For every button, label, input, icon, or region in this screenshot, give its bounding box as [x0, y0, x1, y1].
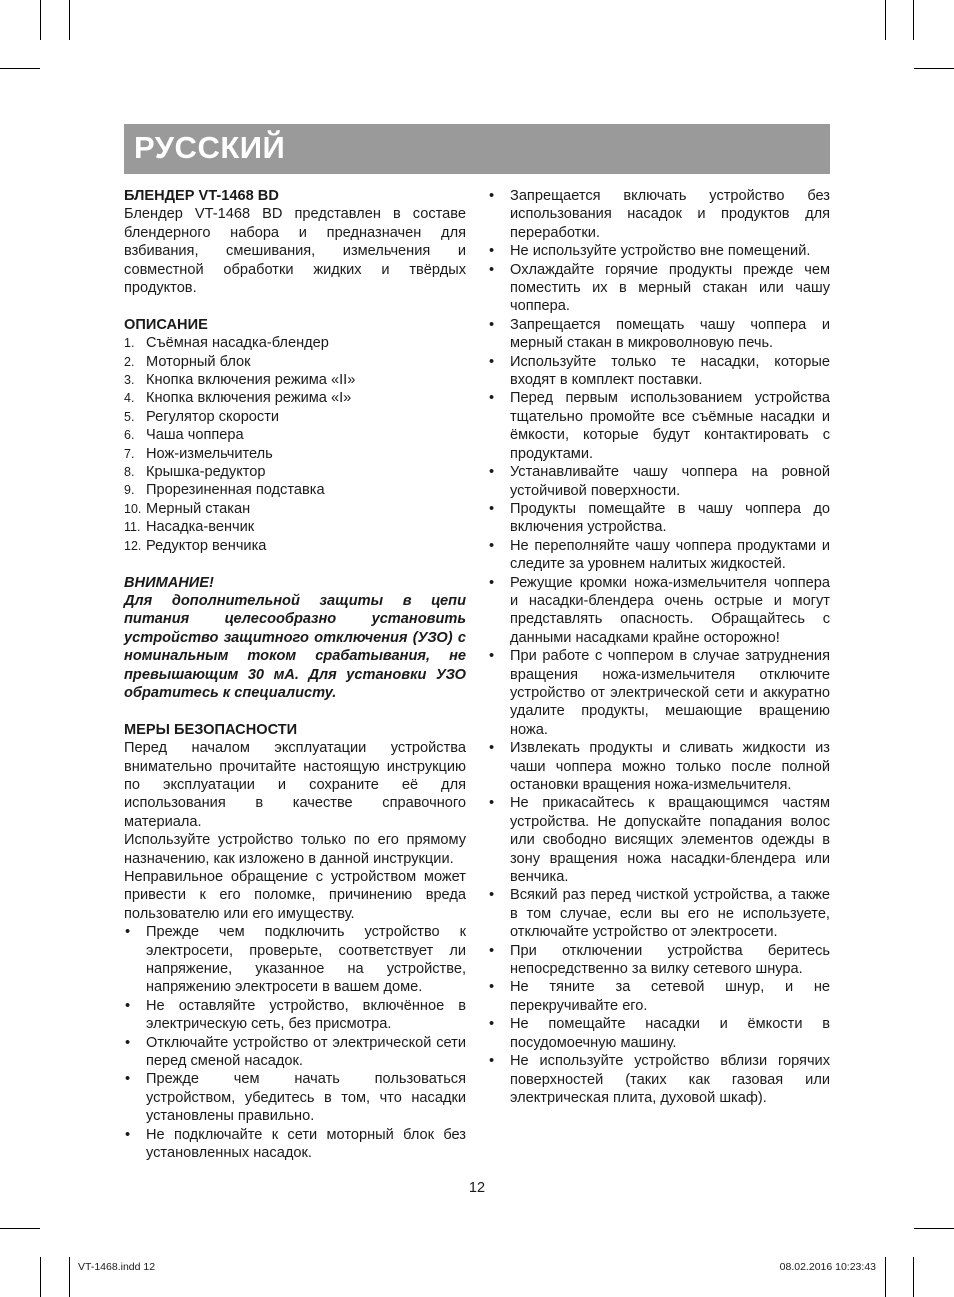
parts-list-label: Мерный стакан — [146, 500, 251, 517]
safety-bullets-right — [488, 187, 830, 1107]
safety-bullet-item: • Прежде чем начать пользоваться устройством, убедитесь в том, что насадки установлены правильно. — [124, 1070, 466, 1125]
parts-list-item — [124, 334, 466, 352]
safety-bullet-item: • Не тяните за сетевой шнур, и не перекручивайте его. — [488, 978, 830, 1015]
crop-mark — [885, 1257, 886, 1297]
safety-bullet-item: • При отключении устройства беритесь непосредственно за вилку сетевого шнура. — [488, 942, 830, 979]
intro-text: Блендер VT-1468 BD представлен в составе блендерного набора и предназначен для взбивания, смешивания, измельчения и совместной обработки жидких и твёрдых продуктов. — [124, 206, 466, 297]
parts-list-label: Прорезиненная подставка — [146, 482, 325, 499]
language-header-bar — [124, 124, 830, 174]
crop-mark — [40, 0, 41, 40]
crop-mark — [40, 1257, 41, 1297]
safety-paragraph: Используйте устройство только по его прямому назначению, как изложено в данной инструкции. — [124, 832, 466, 867]
parts-list-number: 1. — [124, 336, 135, 351]
crop-mark — [914, 1228, 954, 1229]
parts-list-number: 5. — [124, 409, 135, 424]
safety-bullet-item: • Не используйте устройство вне помещений. — [488, 242, 830, 260]
safety-bullet-item: • Не используйте устройство вблизи горячих поверхностей (таких как газовая или электрическая плита, духовой шкаф). — [488, 1052, 830, 1107]
safety-bullet-item: • Прежде чем подключить устройство к электросети, проверьте, соответствует ли напряжение, указанное на устройстве, напряжению электросети в вашем доме. — [124, 923, 466, 997]
safety-bullet-item: • Устанавливайте чашу чоппера на ровной устойчивой поверхности. — [488, 463, 830, 500]
parts-list-label: Чаша чоппера — [146, 427, 244, 444]
safety-bullet-item: • Запрещается помещать чашу чоппера и мерный стакан в микроволновую печь. — [488, 316, 830, 353]
parts-list-number: 2. — [124, 354, 135, 369]
page-number: 12 — [468, 1180, 486, 1196]
parts-list-item — [124, 537, 466, 555]
parts-list-item — [124, 408, 466, 426]
parts-list-item — [124, 481, 466, 499]
footer-datetime: 08.02.2016 10:23:43 — [779, 1261, 876, 1273]
safety-paragraph: Перед началом эксплуатации устройства внимательно прочитайте настоящую инструкцию по эксплуатации и сохраните её для использования в качестве справочного материала. — [124, 740, 466, 830]
safety-bullet-item: • Продукты помещайте в чашу чоппера до включения устройства. — [488, 500, 830, 537]
safety-title: МЕРЫ БЕЗОПАСНОСТИ — [124, 721, 298, 738]
parts-list-number: 3. — [124, 373, 135, 388]
description-title: ОПИСАНИЕ — [124, 316, 208, 333]
parts-list-item — [124, 426, 466, 444]
parts-list-label: Моторный блок — [146, 353, 251, 370]
safety-bullet-item: • Всякий раз перед чисткой устройства, а также в том случае, если вы его не используете, отключайте устройство от электросети. — [488, 886, 830, 941]
safety-bullet-item: • Не оставляйте устройство, включённое в электрическую сеть, без присмотра. — [124, 997, 466, 1034]
parts-list-number: 6. — [124, 428, 135, 443]
safety-bullet-item: • Охлаждайте горячие продукты прежде чем поместить их в мерный стакан или чашу чоппера. — [488, 261, 830, 316]
parts-list-label: Насадка-венчик — [146, 519, 255, 536]
safety-bullets-left — [124, 923, 466, 1162]
parts-list-item — [124, 518, 466, 536]
footer-file: VT-1468.indd 12 — [78, 1261, 156, 1273]
crop-mark — [913, 1257, 914, 1297]
parts-list-number: 11. — [124, 520, 141, 535]
parts-list-number: 4. — [124, 391, 135, 406]
parts-list-number: 8. — [124, 465, 135, 480]
parts-list-item — [124, 463, 466, 481]
parts-list-item — [124, 500, 466, 518]
parts-list-number: 7. — [124, 446, 135, 461]
parts-list-label: Регулятор скорости — [146, 408, 280, 425]
right-column — [488, 187, 830, 1107]
parts-list-item — [124, 389, 466, 407]
safety-bullet-item: • Не переполняйте чашу чоппера продуктами и следите за уровнем налитых жидкостей. — [488, 537, 830, 574]
parts-list-label: Съёмная насадка-блендер — [146, 335, 329, 352]
product-title: БЛЕНДЕР VT-1468 BD — [124, 188, 279, 204]
parts-list-label: Кнопка включения режима «I» — [146, 390, 352, 407]
parts-list — [124, 334, 466, 555]
safety-paragraph: Неправильное обращение с устройством может привести к его поломке, причинению вреда пользователю или его имуществу. — [124, 868, 466, 922]
crop-mark — [69, 0, 70, 40]
parts-list-label: Крышка-редуктор — [146, 464, 266, 481]
parts-list-item — [124, 371, 466, 389]
left-column — [124, 187, 466, 1162]
parts-list-item — [124, 445, 466, 463]
safety-bullet-item: • Не прикасайтесь к вращающимся частям устройства. Не допускайте попадания волос или свободно висящих элементов одежды в зону вращения ножа насадки-блендера или венчика. — [488, 794, 830, 886]
language-title: РУССКИЙ — [134, 130, 286, 165]
safety-bullet-item: • Не подключайте к сети моторный блок без установленных насадок. — [124, 1126, 466, 1163]
safety-bullet-item: • Извлекать продукты и сливать жидкости из чаши чоппера можно только после полной остановки вращения ножа-измельчителя. — [488, 739, 830, 794]
crop-mark — [0, 1228, 40, 1229]
safety-bullet-item: • Не помещайте насадки и ёмкости в посудомоечную машину. — [488, 1015, 830, 1052]
safety-bullet-item: • Отключайте устройство от электрической сети перед сменой насадок. — [124, 1034, 466, 1071]
crop-mark — [885, 0, 886, 40]
crop-mark — [914, 68, 954, 69]
parts-list-label: Редуктор венчика — [146, 537, 267, 554]
safety-bullet-item: • Режущие кромки ножа-измельчителя чоппера и насадки-блендера очень острые и могут представлять опасность. Обращайтесь с данными насадками крайне осторожно! — [488, 574, 830, 648]
parts-list-label: Кнопка включения режима «II» — [146, 372, 356, 389]
warning-title: ВНИМАНИЕ! — [124, 574, 214, 591]
safety-bullet-item: • Используйте только те насадки, которые входят в комплект поставки. — [488, 353, 830, 390]
parts-list-item — [124, 353, 466, 371]
safety-bullet-item: • При работе с чоппером в случае затруднения вращения ножа-измельчителя отключите устройство от электрической сети и аккуратно удалите продукты, мешающие вращению ножа. — [488, 647, 830, 739]
parts-list-number: 12. — [124, 538, 142, 553]
safety-bullet-item: • Запрещается включать устройство без использования насадок и продуктов для переработки. — [488, 187, 830, 242]
warning-text: Для дополнительной защиты в цепи питания целесообразно установить устройство защитного отключения (УЗО) с номинальным током срабатывания, не превышающим 30 мА. Для установки УЗО обратитесь к специалисту. — [124, 592, 466, 701]
parts-list-number: 9. — [124, 483, 135, 498]
safety-bullet-item: • Перед первым использованием устройства тщательно промойте все съёмные насадки и ёмкости, которые будут контактировать с продуктами. — [488, 389, 830, 463]
crop-mark — [913, 0, 914, 40]
crop-mark — [69, 1257, 70, 1297]
parts-list-number: 10. — [124, 501, 142, 516]
crop-mark — [0, 68, 40, 69]
parts-list-label: Нож-измельчитель — [146, 445, 273, 462]
